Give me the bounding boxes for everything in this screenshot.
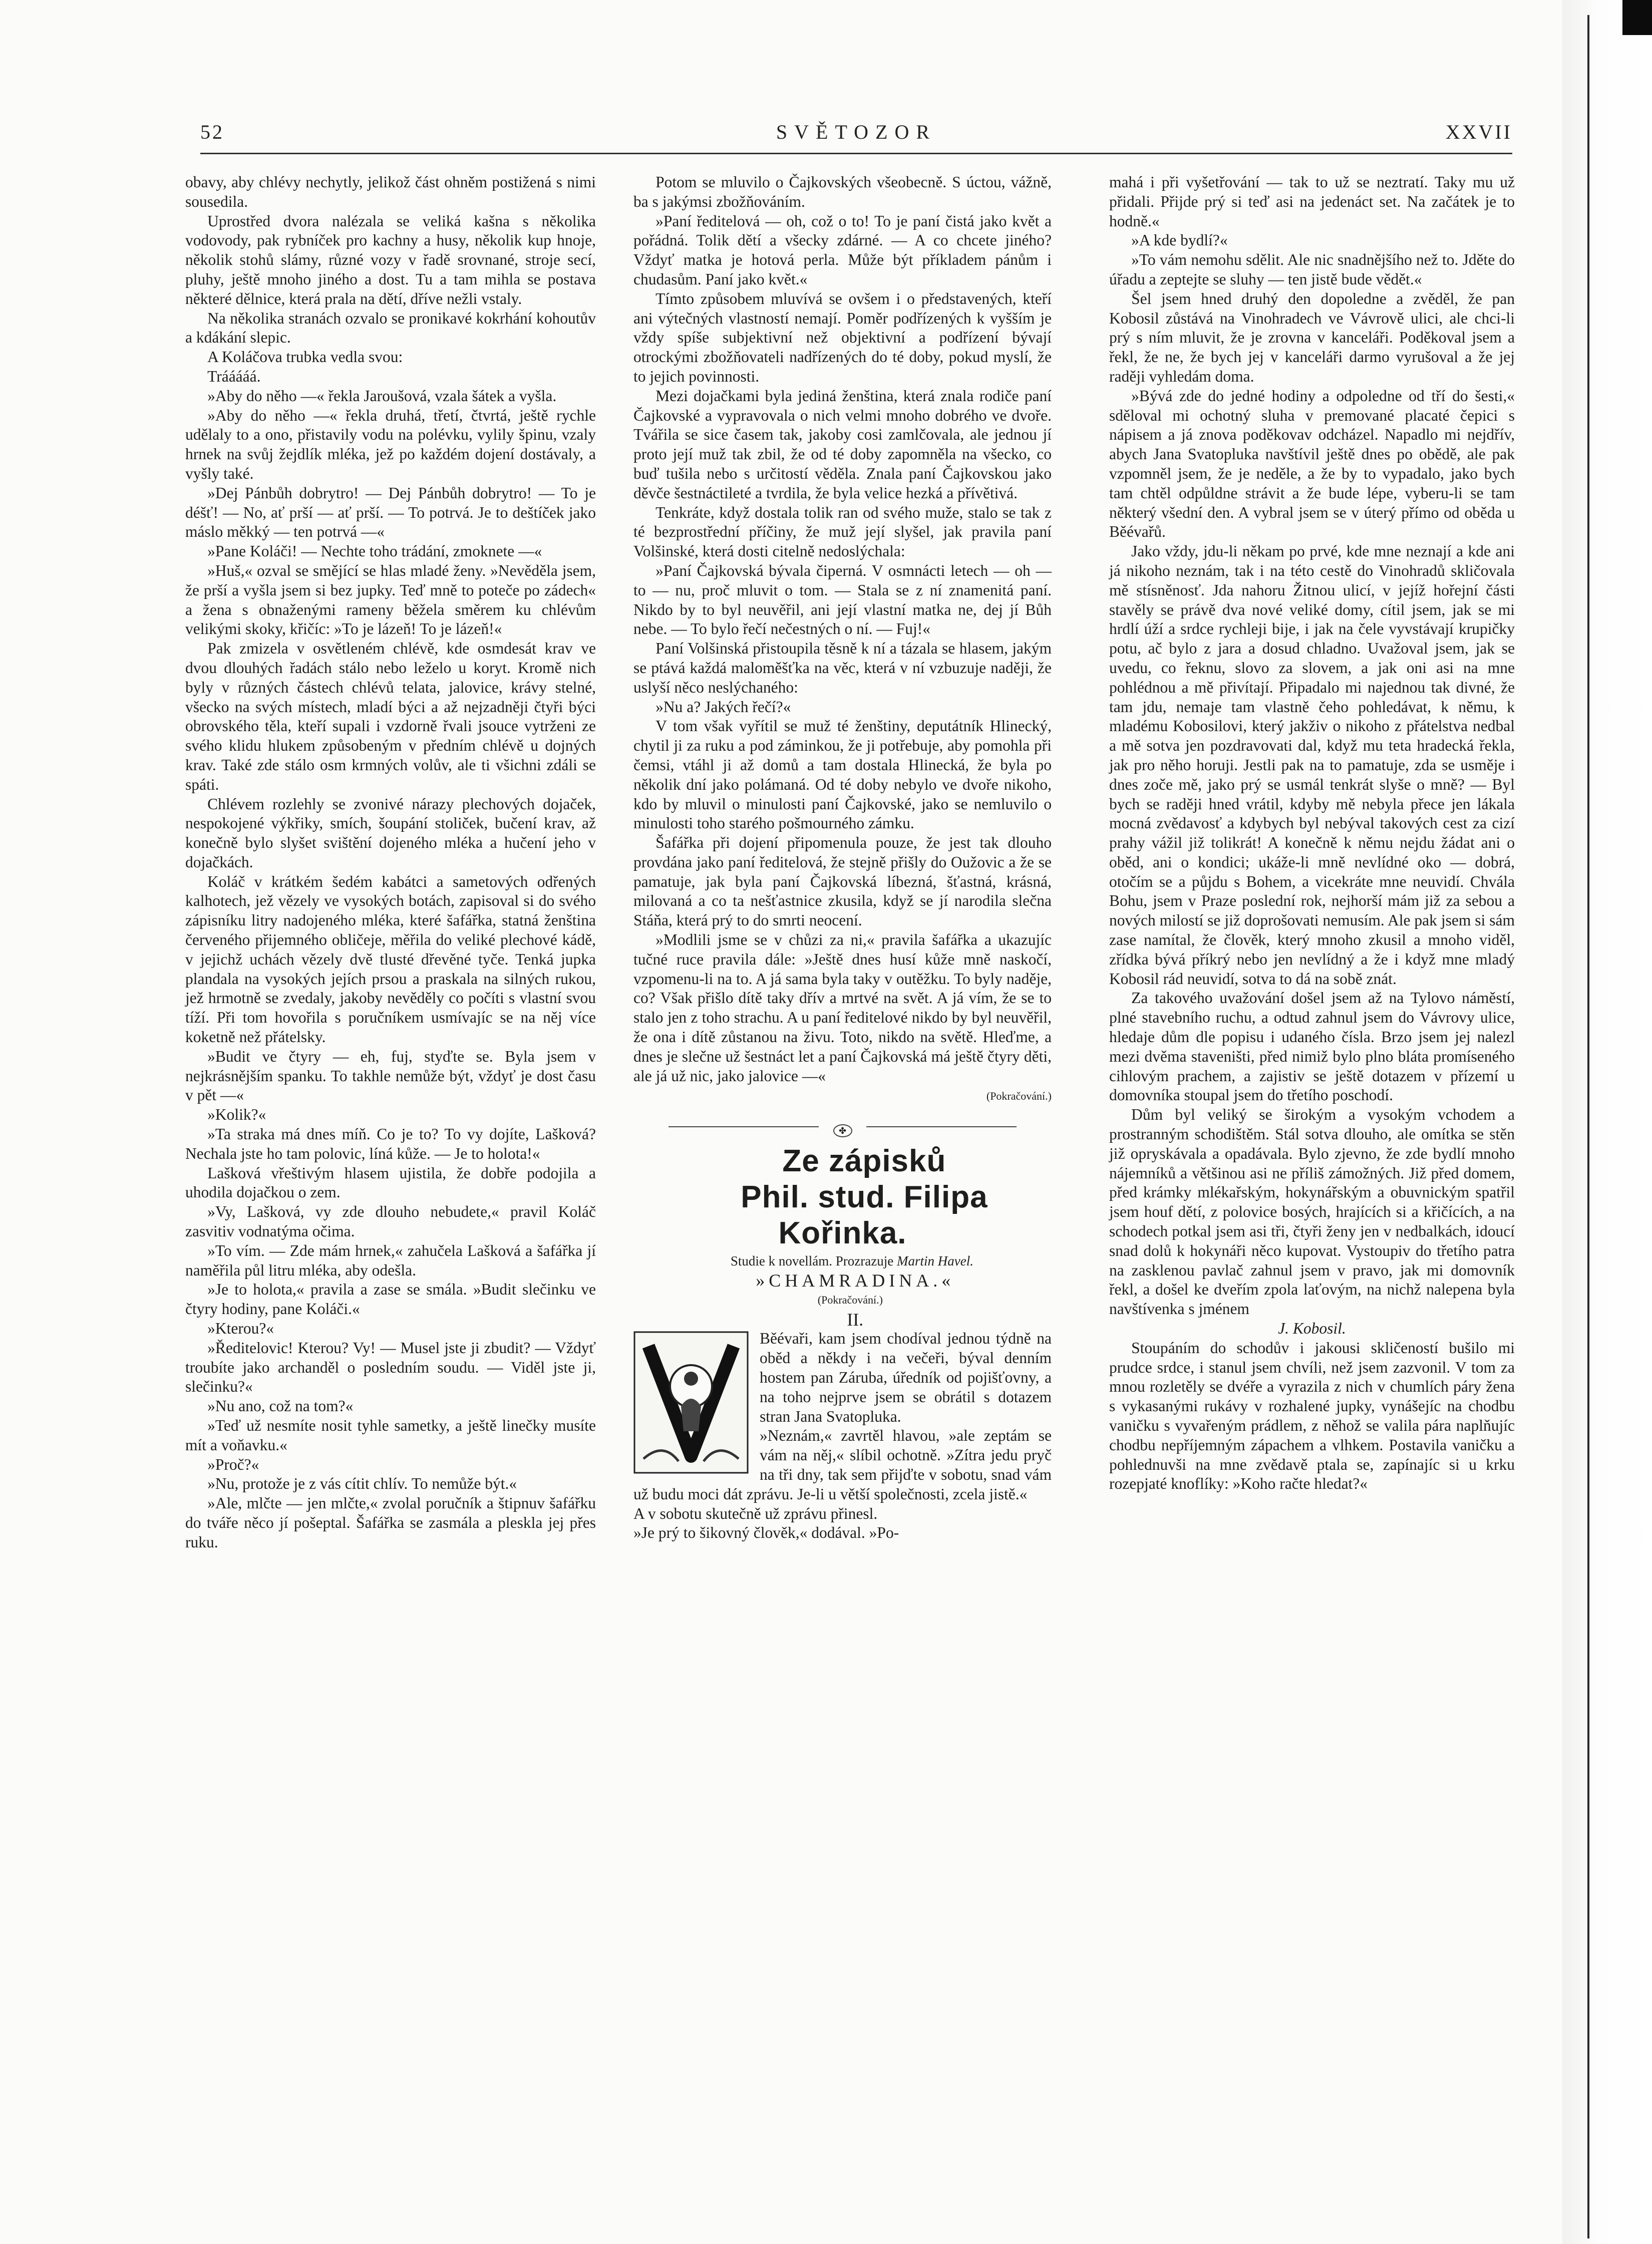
paragraph: Paní Volšinská přistoupila těsně k ní a tázala se hlasem, jakým se ptává každá maloměšťka na věc, která v ní vzbuzuje naději, že uslyší něco neslýchaného: — [633, 639, 1052, 696]
scan-corner-mark — [1622, 0, 1652, 35]
paragraph: Trááááá. — [207, 367, 261, 385]
paragraph: Koláč v krátkém šedém kabátci a sametových odřených kalhotech, jež vězely ve vysokých botách, zapisoval si do svého zápisníku litry nadojeného mléka, které šafářka, statná ženština červeného přijemného obličeje, měřila do veliké plechové kádě, v jejichž uchách vězely dvě tlusté dřevěné tyče. Tenká jupka plandala na vysokých jejích prsou a praskala na silných rukou, jež hrmotně se zvedaly, jakoby nevěděly co počíti s vlastní svou tíží. Při tom hovořila s poručníkem usmívajíc se na něj více koketně než přátelsky. — [185, 872, 596, 1046]
paragraph: Běévaři, kam jsem chodíval jednou týdně na oběd a někdy i na večeři, býval denním hostem pan Záruba, úředník od pojišťovny, a na toho nejprve jsem se obrátil s dotazem stran Jana Svatopluka. — [760, 1330, 1052, 1425]
door-card-name: J. Kobosil. — [1278, 1320, 1346, 1338]
decorated-initial-icon — [633, 1331, 749, 1474]
paragraph: mahá i při vyšetřování — tak to už se neztratí. Taky mu už přidali. Přijde prý si teď asi na jedenáct set. Na začátek je to hodně.« — [1109, 173, 1515, 230]
paragraph: »To vím. — Zde mám hrnek,« zahučela Lašková a šafářka jí naměřila půl litru mléka, aby odešla. — [185, 1241, 596, 1279]
paragraph: »To vám nemohu sdělit. Ale nic snadnějšího než to. Jděte do úřadu a zeptejte se sluhy — ten jistě bude vědět.« — [1109, 251, 1515, 288]
paragraph: »Kolik?« — [207, 1106, 266, 1124]
paragraph: obavy, aby chlévy nechytly, jelikož část ohněm postižená s nimi sousedila. — [185, 173, 596, 210]
scan-edge-line — [1587, 15, 1589, 2238]
article-continued-note: (Pokračování.) — [817, 1293, 883, 1306]
volume-number: XXVII — [1445, 121, 1512, 143]
paragraph: »Vy, Lašková, vy zde dlouho nebudete,« pravil Koláč zasvitiv vodnatýma očima. — [185, 1203, 596, 1240]
paragraph: Jako vždy, jdu-li někam po prvé, kde mne neznají a kde ani já nikoho neznám, tak i na této cestě do Vinohradů skličovala mě stísněnosť. Jda nahoru Žitnou ulicí, v jejíž hořejní části stavěly se právě dva nové veliké domy, cítil jsem, jak se mi hrdlí úží a srdce rychleji bije, i jak na čele vyvstávají krupičky potu, ač bylo z jara a dosud chladno. Uvažoval jsem, jak se uvedu, co řeknu, slovo za slovem, a jak oni asi na mne pohlédnou a mě přivítají. Připadalo mi najednou tak divné, že tam jdu, nemaje tam vlastně čeho pohledávat, k němu, k mladému Kobosilovi, který jakživ o nikoho z přátelstva nedbal a mě sotva jen pozdravovati dal, když mu teta hradecká řekla, jak pro něho horuji. Jestli pak na to pamatuje, zda se usměje i dnes zoče mě, jako prý se usmál tenkrát slyše o mně? — Byl bych se raději hned vrátil, kdyby mě nebyla přece jen lákala mocná zvědavosť a kdybych byl nebýval takových cest za cizí prahy vážil již tolikrát! A konečně k němu nejdu žádat ani o oběd, ani o kondici; ukáže-li mně nevlídné oko — dobrá, otočím se a půjdu s Bohem, a vicekráte mne neuvidí. Chvála Bohu, jsem v Praze poslední rok, nejhorší mám již za sebou a nových milostí se již doprošovati nemusím. Ale pak jsem si sám zase namítal, že člověk, který mnoho zkusil a mnoho viděl, zřídka bývá příkrý nebo jen nevlídný a že i když mne mladý Kobosil rád neuvidí, sotva to dá na sobě znát. — [1109, 542, 1515, 988]
series-title: »CHAMRADINA.« — [756, 1270, 955, 1291]
column-left — [185, 173, 596, 1552]
page-number: 52 — [200, 121, 224, 143]
paragraph: Šafářka při dojení připomenula pouze, že jest tak dlouho provdána jako paní ředitelová, že stejně přišly do Oužovic a že se pamatuje, jak byla paní Čajkovská líbezná, šťastná, krásná, milovaná a co ta nešťastnice zkusila, když se jí narodila slečna Stáňa, která prý to do smrti neocení. — [633, 834, 1052, 929]
paragraph: »Je to holota,« pravila a zase se smála. »Budit slečinku ve čtyry hodiny, pane Koláči.« — [185, 1280, 596, 1318]
paragraph: »Dej Pánbůh dobrytro! — Dej Pánbůh dobrytro! — To je déšť! — No, ať prší — ať prší. — To potrvá. Je to deštíček jako máslo měkký — ten potrvá —« — [185, 484, 596, 541]
to-be-continued-note: (Pokračování.) — [986, 1090, 1052, 1103]
article-subtitle — [633, 1251, 1052, 1271]
chapter-number: II. — [847, 1309, 864, 1330]
section-ornament — [633, 1119, 1052, 1134]
paragraph: »Neznám,« zavrtěl hlavou, »ale zeptám se vám na něj,« slíbil ochotně. »Zítra jedu pryč na tři dny, tak sem přijďte v sobotu, snad vám už budu moci dát zprávu. Je-li u větší společnosti, zcela jistě.« — [633, 1427, 1052, 1503]
paragraph: Tenkráte, když dostala tolik ran od svého muže, stalo se tak z té bezprostřední příčiny, že muž její slyšel, jak pravila paní Volšinské, která dosti citelně nedoslýchala: — [633, 503, 1052, 560]
ornament-rule-right — [866, 1126, 1017, 1127]
paragraph: »Huš,« ozval se smějící se hlas mladé ženy. »Nevěděla jsem, že prší a vyšla jsem si bez jupky. Teď mně to poteče po zádech« a žena s obnaženými rameny běžela směrem ku chlévům velikými skoky, křičíc: »To je lázeň! To je lázeň!« — [185, 561, 596, 638]
paragraph: »Aby do něho —« řekla Jaroušová, vzala šátek a vyšla. — [207, 387, 557, 405]
paragraph: »Nu ano, což na tom?« — [207, 1397, 354, 1415]
ornament-rule-left — [669, 1126, 819, 1127]
paragraph: »Proč?« — [207, 1455, 259, 1473]
paragraph: Potom se mluvilo o Čajkovských všeobecně. S úctou, vážně, ba s jakýmsi zbožňováním. — [633, 173, 1052, 210]
paragraph: Chlévem rozlehly se zvonivé nárazy plechových dojaček, nespokojené výkřiky, smích, šoupání stoliček, bučení krav, až konečně bylo slyšet svištění dojeného mléka a hučení jeho v dojačkách. — [185, 795, 596, 871]
paragraph: »Ale, mlčte — jen mlčte,« zvolal poručník a štipnuv šafářku do tváře něco jí pošeptal. Šafářka se zasmála a pleskla jej přes ruku. — [185, 1494, 596, 1551]
paragraph: »Budit ve čtyry — eh, fuj, styďte se. Byla jsem v nejkrásnějším spanku. To takhle nemůže být, vždyť je dost času v pět —« — [185, 1047, 596, 1104]
paragraph: V tom však vyřítil se muž té ženštiny, deputátník Hlinecký, chytil ji za ruku a pod záminkou, že ji potřebuje, aby pomohla při čemsi, vtáhl ji až domů a tam dostala Hlinecká, že byla po několik dní jako polámaná. Od té doby nebylo ve dvoře nikoho, kdo by mluvil o minulosti paní Čajkovské, jako se nemluvilo o minulosti toho starého pošmourného zámku. — [633, 717, 1052, 832]
paragraph: Tímto způsobem mluvívá se ovšem i o představených, kteří ani výtečných vlastností nemají. Poměr podřízených k vyšším je vždy spíše subjektivní než objektivní a podřízení bývají otrockými zbožňovateli nadřízených do té doby, pokud myslí, že to jejich povinnosti. — [633, 289, 1052, 385]
header-rule — [200, 153, 1512, 154]
paragraph: A Koláčova trubka vedla svou: — [207, 348, 403, 366]
paragraph: »Teď už nesmíte nosit tyhle sametky, a ještě linečky musíte mít a voňavku.« — [185, 1417, 596, 1454]
paragraph: Mezi dojačkami byla jediná ženština, která znala rodiče paní Čajkovské a vypravovala o nich velmi mnoho dobrého ve dvoře. Tvářila se sice časem tak, jakoby cosi zamlčovala, ale jednou jí proto její muž tak zbil, že od té doby zapomněla na všecko, co buď tušila nebo s určitostí věděla. Znala paní Čajkovskou jako děvče šestnáctileté a tvrdila, že byla velice hezká a přívětivá. — [633, 387, 1052, 502]
paragraph: Uprostřed dvora nalézala se veliká kašna s několika vodovody, pak rybníček pro kachny a husy, několik kup hnoje, několik stohů slámy, různé vozy v řadě srovnané, stroje secí, pluhy, ještě mnoho jiného a dost. Tu a tam mihla se postava některé dělnice, která prala na dětí, dříve nežli vstaly. — [185, 212, 596, 307]
paragraph: »Kterou?« — [207, 1320, 274, 1338]
running-header — [200, 120, 1512, 155]
article-body — [633, 1329, 1052, 1543]
paragraph: Stoupáním do schodův i jakousi skličeností bušilo mi prudce srdce, i stanul jsem chvíli, než jsem zazvonil. V tom za mnou rozletěly se dvéře a vyrazila z nich v chumlích páry žena s vykasanými rukávy v rozhalené jupky, vynášejíc na chodbu vaničku s vyvařeným prádlem, z něhož se valila pára naplňujíc chodbu nepříjemným zápachem a vlhkem. Postavila vaničku a pohlednuvši na mne zvědavě ptala se, zapínajíc si u krku rozepjaté knoflíky: »Koho račte hledat?« — [1109, 1339, 1515, 1493]
paragraph: »Bývá zde do jedné hodiny a odpoledne od tří do šesti,« sděloval mi ochotný sluha v premované placaté čepici s nápisem a já znova poděkovav odcházel. Napadlo mi nejdřív, abych Jana Svatopluka navštívil ještě dnes po obědě, ale pak vzpomněl jsem, že je neděle, a že by to vypadalo, jako bych tam chtěl odpůldne strávit a že bude lépe, vyberu-li se tam některý všední den. A vybral jsem se v úterý přímo od oběda u Běévařů. — [1109, 387, 1515, 541]
paragraph: Dům byl veliký se širokým a vysokým vchodem a prostranným schodištěm. Stál sotva dlouho, ale omítka se stěn již opryskávala a opadávala. Bylo zjevno, že zde bydlí mnoho nájemníků a většinou asi ne příliš zámožných. Již před domem, před krámky mlékařským, hokynářským a obuvnickým spatřil jsem houf dětí, z polovice bosých, hrajících si a křičících, a na schodech potkal jsem asi tři, čtyři ženy jen v nedbalkách, idoucí snad dolů k hokynáři něco kupovat. Vystoupiv do třetího patra na zasklenou pavlač zahnul jsem v pravo, jak mi domovník řekl, a došel ke dveřím zpola laťovým, na nichž nalepena byla navštívenka s jménem — [1109, 1106, 1515, 1318]
paragraph: Lašková vřeštivým hlasem ujistila, že dobře podojila a uhodila dojačkou o zem. — [185, 1164, 596, 1201]
page-edge-shadow — [1562, 0, 1652, 2244]
paragraph: »Paní ředitelová — oh, což o to! To je paní čistá jako květ a pořádná. Tolik dětí a všecky zdárné. — A co chcete jiného? Vždyť matka je hotová perla. Může být příkladem pánům i chudasům. Paní jako květ.« — [633, 212, 1052, 288]
paragraph: Na několika stranách ozvalo se pronikavé kokrhání kohoutův a kdákání slepic. — [185, 309, 596, 347]
column-right — [1109, 173, 1515, 1494]
paragraph: »Ta straka má dnes míň. Co je to? To vy dojíte, Lašková? Nechala jste ho tam polovic, líná kůže. — Je to holota!« — [185, 1125, 596, 1162]
paragraph: »Paní Čajkovská bývala čiperná. V osmnácti letech — oh — to — nu, proč mluvit o tom. — Stala se z ní znamenitá paní. Nikdo by to byl neuvěřil, ani její vlastní matka ne, dej jí Bůh nebe. — To bylo řečí nečestných o ní. — Fuj!« — [633, 561, 1052, 638]
ornament-icon: ✤ — [833, 1124, 852, 1137]
paragraph: Pak zmizela v osvětleném chlévě, kde osmdesát krav ve dvou dlouhých řadách stálo nebo leželo u koryt. Kromě nich byly v různých částech chlévů telata, jalovice, krávy stelné, všecko na svých místech, mladí býci a až nejzadněji čtyři býci obrovského těla, kteří supali i vzdorně řvali jsouce vytrženi ze svého klidu hlukem způsobeným v předním chlévě u dojných krav. Také zde stálo osm krmných volův, ale ti všichni zdáli se spáti. — [185, 639, 596, 793]
paragraph: »Ředitelovic! Kterou? Vy! — Musel jste ji zbudit? — Vždyť troubíte jako archanděl o posledním soudu. — Viděl jste ji, slečinku?« — [185, 1339, 596, 1396]
paragraph: Šel jsem hned druhý den dopoledne a zvěděl, že pan Kobosil zůstává na Vinohradech ve Vávrově ulici, ale chci-li prý s ním mluvit, že je zrovna v kanceláři. Poděkoval jsem a řekl, že ne, že bych jej v kanceláři darmo vyrušoval a že jej raději vyhledám doma. — [1109, 289, 1515, 385]
paragraph: Za takového uvažování došel jsem až na Tylovo náměstí, plné stavebního ruchu, a odtud zahnul jsem do Vávrovy ulice, hledaje dům dle popisu i udaného čísla. Brzo jsem jej nalezl mezi dvěma staveništi, před nimiž bylo plno bláta promíseného cihlovým prachem, a zajistiv se ještě dotazem v přízemí u domovníka stoupal jsem do třetího poschodí. — [1109, 989, 1515, 1104]
paragraph: A v sobotu skutečně už zprávu přinesl. — [633, 1504, 878, 1522]
subtitle-text: Studie k novellám. Prozrazuje — [730, 1253, 897, 1269]
article-title-line2: Phil. stud. Filipa Kořinka. — [741, 1180, 988, 1251]
paragraph: »Nu a? Jakých řečí?« — [655, 698, 791, 716]
paragraph: »Aby do něho —« řekla druhá, třetí, čtvrtá, ještě rychle udělaly to a ono, přistavily vodu na polévku, vylily špinu, vzaly hrnek na svůj žejdlík mléka, jež po každém dojení dostávaly, a vyšly také. — [185, 406, 596, 482]
paragraph: »A kde bydlí?« — [1131, 231, 1228, 249]
paragraph: »Nu, protože je z vás cítit chlív. To nemůže být.« — [207, 1475, 517, 1493]
author-name: Martin Havel. — [896, 1253, 973, 1269]
paragraph: »Modlili jsme se v chůzi za ni,« pravila šafářka a ukazujíc tučné ruce pravila dále: »Ještě dnes husí kůže mně naskočí, vzpomenu-li na to. A já sama byla taky v outěžku. To byly naděje, co? Však přišlo dítě taky dřív a mrtvé na svět. A já vím, že se to stalo jen z toho strachu. A u paní ředitelové nikdo by byl neuvěřil, že ona i dítě zůstanou na živu. Toto, nikdo na světě. Hleďme, a dnes je slečne už šestnáct let a paní Čajkovská má ještě čtyry děti, ale já už nic, jako jalovice —« — [633, 931, 1052, 1085]
paragraph: »Je prý to šikovný člověk,« dodával. »Po- — [633, 1524, 899, 1542]
journal-title: SVĚTOZOR — [776, 121, 937, 143]
paragraph: »Pane Koláči! — Nechte toho trádání, zmoknete —« — [207, 542, 542, 560]
column-middle — [633, 173, 1052, 1543]
article-title-line1: Ze zápisků — [782, 1144, 946, 1179]
